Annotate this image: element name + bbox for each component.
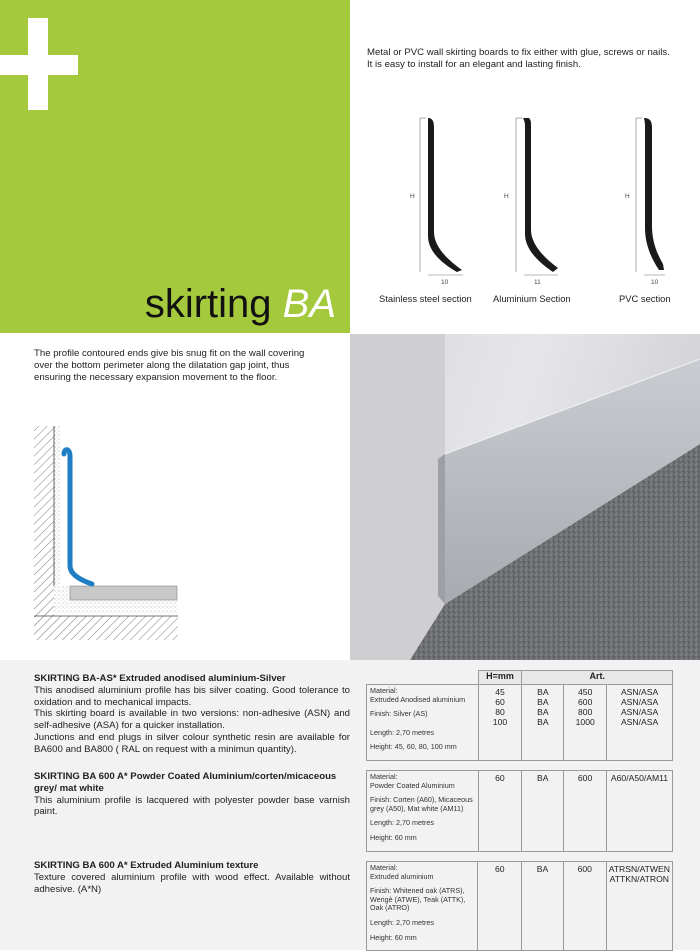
product-1-heading: SKIRTING BA-AS* Extruded anodised aluminium-Silver xyxy=(34,673,286,684)
table-cell-ba: BA xyxy=(522,771,564,852)
plus-icon-bar xyxy=(0,55,78,75)
table-labels: Material: Extruded aluminium Finish: Whitened oak (ATRS), Wengè (ATWE), Teak (ATTK), Oak (ATRO) Length: 2,70 metres Height: 60 mm xyxy=(367,862,478,951)
section-drawings xyxy=(370,112,680,286)
intro-text: Metal or PVC wall skirting boards to fix either with glue, screws or nails. It is easy to install for an elegant and lasting finish. xyxy=(367,47,670,70)
installation-diagram xyxy=(30,426,180,646)
product-1-para: This anodised aluminium profile has bis silver coating. Good tolerance to oxidation and to mechanical impacts. xyxy=(34,684,350,708)
section-label-stainless: Stainless steel section xyxy=(379,293,472,304)
title-code: BA xyxy=(282,282,336,326)
table-cell-art: 600 xyxy=(563,862,606,951)
table-cell-art: 600 xyxy=(564,771,607,852)
table-cell-ba: BA xyxy=(522,862,564,951)
aluminium-width-label: 11 xyxy=(534,279,541,286)
product-3-text xyxy=(34,860,350,895)
aluminium-section-drawing xyxy=(516,118,558,275)
section-label-aluminium: Aluminium Section xyxy=(493,293,571,304)
pvc-width-label: 10 xyxy=(651,279,659,286)
table-cell-art: 450 600 800 1000 xyxy=(564,685,607,761)
table-cell-h: 60 xyxy=(478,862,522,951)
product-2-para: This aluminium profile is lacquered with polyester powder base varnish paint. xyxy=(34,794,350,818)
table-cell-code: ATRSN/ATWEN ATTKN/ATRON xyxy=(606,862,672,951)
product-1-text xyxy=(34,673,350,756)
table-header-h: H=mm xyxy=(478,671,522,685)
stainless-h-label: H xyxy=(410,193,415,200)
product-1-table xyxy=(366,670,673,761)
header-panel xyxy=(0,0,350,333)
stainless-section-drawing xyxy=(420,118,463,275)
aluminium-h-label: H xyxy=(504,193,509,200)
table-cell-h: 60 xyxy=(478,771,522,852)
table-header-art: Art. xyxy=(522,671,673,685)
pvc-h-label: H xyxy=(625,193,630,200)
skirting-photo xyxy=(350,334,700,660)
table-cell-h: 45 60 80 100 xyxy=(478,685,522,761)
table-labels: Material: Extruded Anodised aluminium Finish: Silver (AS) Length: 2,70 metres Height: 45, 60, 80, 100 mm xyxy=(367,685,479,761)
product-3-table xyxy=(366,861,673,951)
title-word: skirting xyxy=(144,282,272,326)
stainless-width-label: 10 xyxy=(441,279,449,286)
product-3-para: Texture covered aluminium profile with wood effect. Available without adhesive. (A*N) xyxy=(34,871,350,895)
table-cell-ba: BA BA BA BA xyxy=(522,685,564,761)
table-labels: Material: Powder Coated Aluminium Finish: Corten (A60), Micaceous grey (A50), Mat white (AM11) Length: 2,70 metres Height: 60 mm xyxy=(367,771,479,852)
product-2-text xyxy=(34,771,350,818)
section-label-pvc: PVC section xyxy=(619,293,671,304)
product-1-para: Junctions and end plugs in silver colour synthetic resin are available for BA600 and BA800 ( RAL on request with a minimun quantity). xyxy=(34,731,350,755)
table-cell-code: A60/A50/AM11 xyxy=(607,771,673,852)
product-1-para: This skirting board is available in two versions: non-adhesive (ASN) and self-adhesive (ASA) for a quicker installation. xyxy=(34,708,350,732)
page-title xyxy=(145,280,336,328)
product-2-heading: SKIRTING BA 600 A* Powder Coated Aluminium/corten/micaceous grey/ mat white xyxy=(34,771,337,794)
product-2-table xyxy=(366,770,673,852)
table-cell-code: ASN/ASA ASN/ASA ASN/ASA ASN/ASA xyxy=(607,685,673,761)
pvc-section-drawing xyxy=(636,118,665,275)
product-3-heading: SKIRTING BA 600 A* Extruded Aluminium texture xyxy=(34,860,259,871)
profile-description: The profile contoured ends give bis snug fit on the wall covering over the bottom perimeter along the dilatation gap joint, thus ensuring the necessary expansion movement to the floor. xyxy=(34,348,305,383)
